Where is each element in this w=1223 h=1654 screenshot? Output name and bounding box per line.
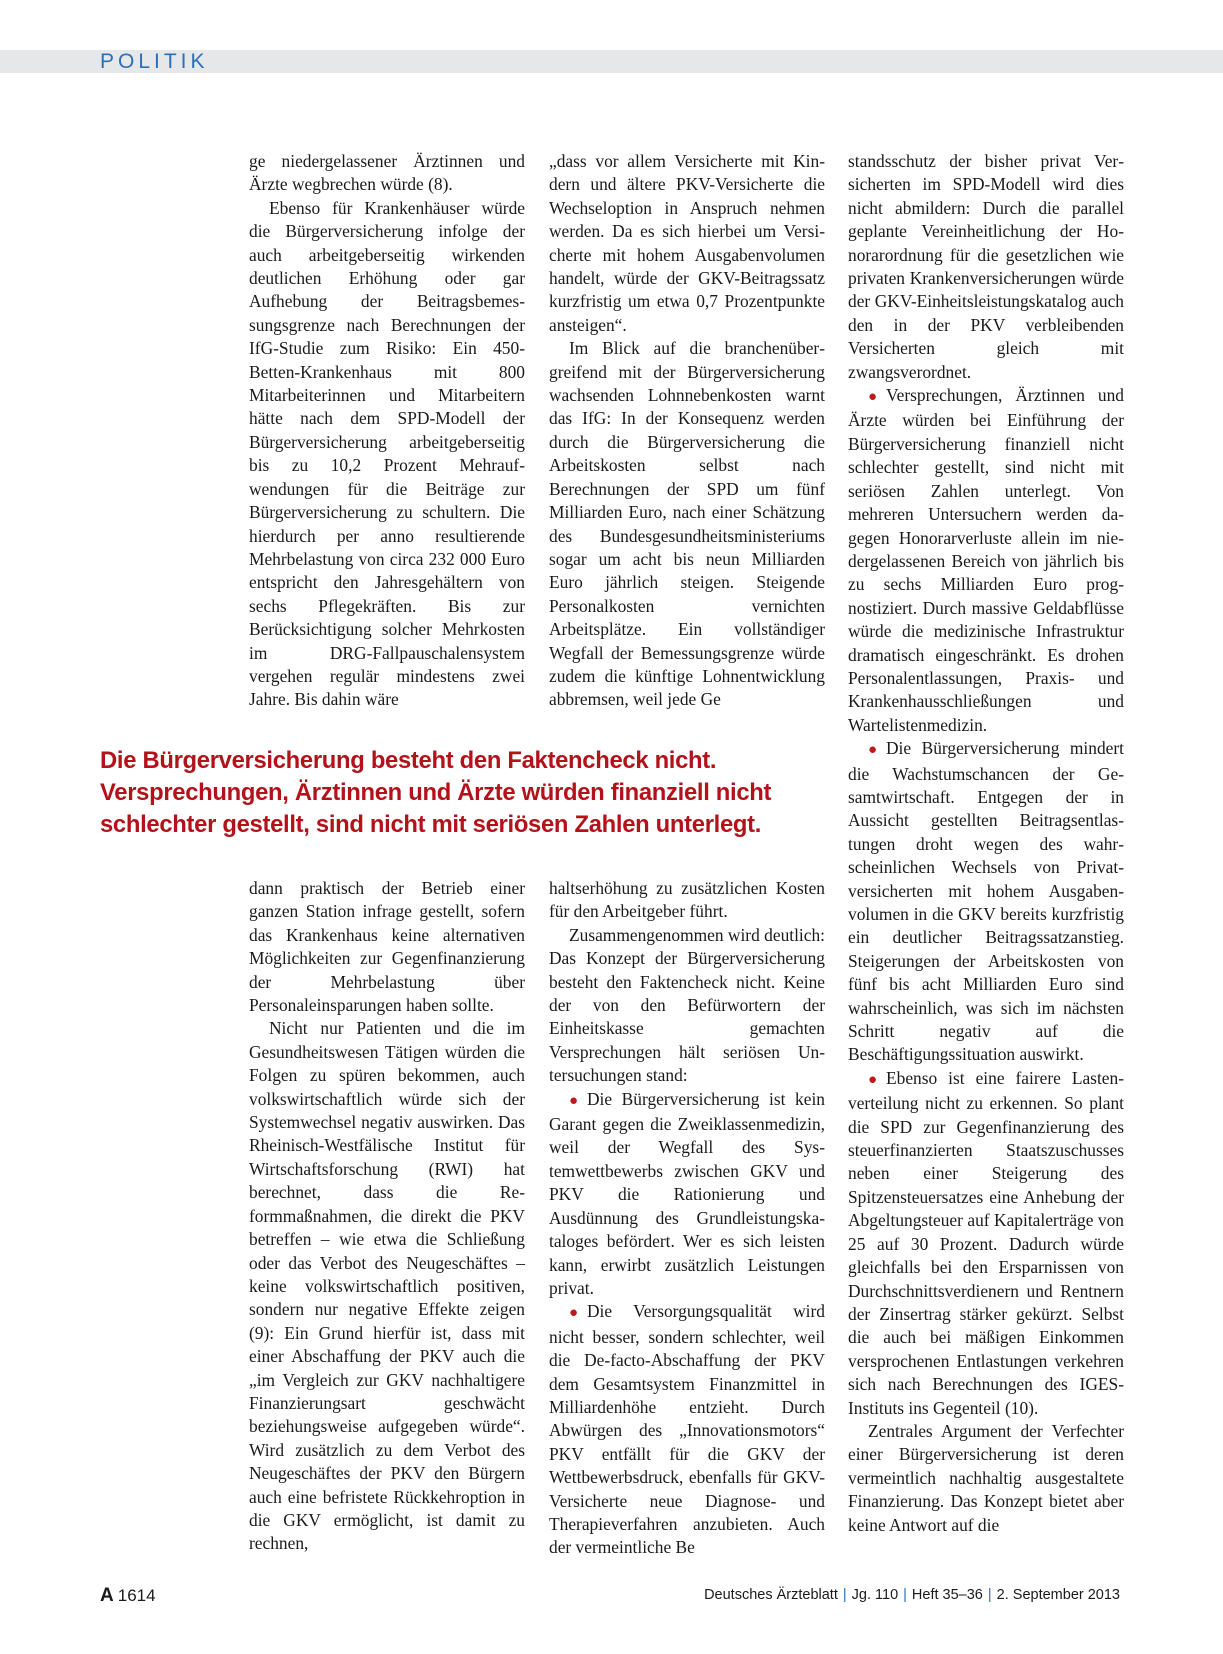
journal-date: 2. September 2013 <box>996 1587 1120 1603</box>
column-2-top <box>549 150 825 712</box>
paragraph: Im Blick auf die branchenübergreifend mit der Bürgerversicherung wachsenden Lohnnebenkosten warnt das IfG: In der Konsequenz werden durch die Bürgerversicherung die Arbeitskosten selbst nach Berechnungen der SPD um fünf Milliarden Euro, nach einer Schätzung des Bundesgesundheitsministeriums sogar um acht bis neun Milliarden Euro jährlich steigen. Steigende Personalkosten vernichten Arbeitsplätze. Ein vollständiger Wegfall der Bemessungsgrenze würde zudem die künftige Lohnentwicklung abbremsen, weil jede Ge <box>549 338 825 710</box>
bullet-icon: ● <box>569 1305 579 1322</box>
paragraph: Zusammengenommen wird deutlich: Das Konzept der Bürgerversicherung besteht den Faktencheck nicht. Keine der von den Befürwortern der Einheitskasse gemachten Versprechungen hält seriösen Untersuchungen stand: <box>549 924 825 1086</box>
bullet-paragraph: ● Die Bürgerversicherung mindert die Wachstumschancen der Gesamtwirtschaft. Entgegen der in Aussicht gestellten Beitragsentlastungen droht wegen des wahrscheinlichen Wechsels von Privatversicherten mit hohem Ausgabenvolumen in die GKV bereits kurzfristig ein deutlicher Beitragssatzanstieg. Steigerungen der Arbeitskosten von fünf bis acht Milliarden Euro sind wahrscheinlich, was sich im nächsten Schritt negativ auf die Beschäftigungssituation auswirkt. <box>848 738 1124 1065</box>
section-label: POLITIK <box>100 50 209 73</box>
bullet-icon: ● <box>868 742 878 759</box>
column-1-bottom <box>249 877 525 1556</box>
paragraph: ge niedergelassener Ärztinnen und Ärzte wegbrechen würde (8). <box>249 151 525 195</box>
page-prefix: A <box>100 1585 114 1606</box>
paragraph: dann praktisch der Betrieb einer ganzen Station infrage gestellt, sofern das Krankenhaus keine alternativen Möglichkeiten zur Gegenfinanzierung der Mehrbelastung über Personaleinsparungen haben sollte. <box>249 878 525 1016</box>
bullet-paragraph: ● Die Versorgungsqualität wird nicht besser, sondern schlechter, weil die De-facto-Abschaffung der PKV dem Gesamtsystem Finanzmittel in Milliardenhöhe entzieht. Durch Abwürgen des „Innovationsmotors“ PKV entfällt für die GKV der Wettbewerbsdruck, ebenfalls für GKV-Versicherte neue Diagnose- und Therapieverfahren anzubieten. Auch der vermeintliche Be <box>549 1301 825 1558</box>
pull-quote-line: Versprechungen, Ärztinnen und Ärzte würden finanziell nicht <box>100 779 772 806</box>
bullet-icon: ● <box>868 1071 878 1088</box>
page-number-value: 1614 <box>117 1586 156 1605</box>
journal-citation <box>704 1587 1120 1603</box>
bullet-paragraph: ● Ebenso ist eine fairere Lastenverteilung nicht zu erkennen. So plant die SPD zur Gegenfinanzierung des steuerfinanzierten Staatszuschusses neben einer Steigerung des Spitzensteuersatzes eine Anhebung der Abgeltungsteuer auf Kapitalerträge von 25 auf 30 Prozent. Dadurch würde gleichfalls bei den Ersparnissen von Durchschnittsverdienern und Rentnern der Zinsertrag stärker gekürzt. Selbst die auch bei mäßigen Einkommen versprochenen Entlastungen verkehren sich nach Berechnungen des IGES-Instituts ins Gegenteil (10). <box>848 1067 1124 1418</box>
bullet-icon: ● <box>569 1092 579 1109</box>
journal-name: Deutsches Ärzteblatt <box>704 1587 838 1603</box>
pull-quote-line: schlechter gestellt, sind nicht mit seriösen Zahlen unterlegt. <box>100 811 762 838</box>
pull-quote-line: Die Bürgerversicherung besteht den Faktencheck nicht. <box>100 747 717 774</box>
separator: | <box>842 1587 847 1603</box>
paragraph: haltserhöhung zu zusätzlichen Kosten für den Arbeitgeber führt. <box>549 878 825 922</box>
bullet-paragraph: ● Die Bürgerversicherung ist kein Garant gegen die Zweiklassenmedizin, weil der Wegfall des Systemwettbewerbs zwischen GKV und PKV die Rationierung und Ausdünnung des Grundleistungskataloges befördert. Wer es sich leisten kann, erwirbt zusätzlich Leistungen privat. <box>549 1088 825 1298</box>
pull-quote <box>100 745 820 841</box>
column-2-bottom <box>549 877 825 1560</box>
separator: | <box>903 1587 907 1603</box>
column-3 <box>848 150 1124 1537</box>
separator: | <box>987 1587 992 1603</box>
paragraph: „dass vor allem Versicherte mit Kindern und ältere PKV-Versicherte die Wechseloption in Anspruch nehmen werden. Da es sich hierbei um Versicherte mit hohem Ausgabenvolumen handelt, würde der GKV-Beitragssatz kurzfristig um etwa 0,7 Prozentpunkte ansteigen“. <box>549 151 825 335</box>
journal-volume: Jg. 110 <box>851 1587 899 1603</box>
bullet-paragraph: ● Versprechungen, Ärztinnen und Ärzte würden bei Einführung der Bürgerversicherung finanziell nicht schlechter gestellt, sind nicht mit seriösen Zahlen unterlegt. Von mehreren Untersuchern werden dagegen Honorarverluste allein im niedergelassenen Bereich von jährlich bis zu sechs Milliarden Euro prognostiziert. Durch massive Geldabflüsse würde die medizinische Infrastruktur dramatisch eingeschränkt. Es drohen Personalentlassungen, Praxis- und Krankenhausschließungen und Wartelistenmedizin. <box>848 385 1124 735</box>
column-1-top <box>249 150 525 712</box>
journal-issue: Heft 35–36 <box>911 1587 983 1603</box>
paragraph: Zentrales Argument der Verfechter einer Bürgerversicherung ist deren vermeintlich nachhaltig ausgestaltete Finanzierung. Das Konzept bietet aber keine Antwort auf die <box>848 1420 1124 1535</box>
paragraph: standsschutz der bisher privat Versicherten im SPD-Modell wird dies nicht abmildern: Durch die parallel geplante Vereinheitlichung der Honorarordnung für die gesetzlichen wie privaten Krankenversicherungen würde der GKV-Einheitsleistungskatalog auch den in der PKV verbleibenden Versicherten gleich mit zwangsverordnet. <box>848 151 1124 382</box>
paragraph: Nicht nur Patienten und die im Gesundheitswesen Tätigen würden die Folgen zu spüren bekommen, auch volkswirtschaftlich würde sich der Systemwechsel negativ auswirken. Das Rheinisch-Westfälische Institut für Wirtschaftsforschung (RWI) hat berechnet, dass die Reformmaßnahmen, die direkt die PKV betreffen – wie etwa die Schließung oder das Verbot des Neugeschäftes – keine volkswirtschaftlich positiven, sondern nur negative Effekte zeigen (9): Ein Grund hierfür ist, dass mit einer Abschaffung der PKV auch die „im Vergleich zur GKV nachhaltigere Finanzierungsart geschwächt beziehungsweise aufgegeben würde“. Wird zusätzlich zu dem Verbot des Neugeschäftes der PKV den Bürgern auch eine befristete Rückkehroption in die GKV ermöglicht, ist damit zu rechnen, <box>249 1018 525 1554</box>
bullet-icon: ● <box>868 389 878 406</box>
paragraph: Ebenso für Krankenhäuser würde die Bürgerversicherung infolge der auch arbeitgeberseitig wirkenden deutlichen Erhöhung oder gar Aufhebung der Beitragsbemessungsgrenze nach Berechnungen der IfG-Studie zum Risiko: Ein 450-Betten-Krankenhaus mit 800 Mitarbeiterinnen und Mitarbeitern hätte nach dem SPD-Modell der Bürgerversicherung arbeitgeberseitig bis zu 10,2 Prozent Mehraufwendungen für die Beiträge zur Bürgerversicherung zu schultern. Die hierdurch per anno resultierende Mehrbelastung von circa 232 000 Euro entspricht den Jahresgehältern von sechs Pflegekräften. Bis zur Berücksichtigung solcher Mehrkosten im DRG-Fallpauschalensystem vergehen regulär mindestens zwei Jahre. Bis dahin wäre <box>249 197 525 710</box>
page-number <box>100 1585 156 1607</box>
